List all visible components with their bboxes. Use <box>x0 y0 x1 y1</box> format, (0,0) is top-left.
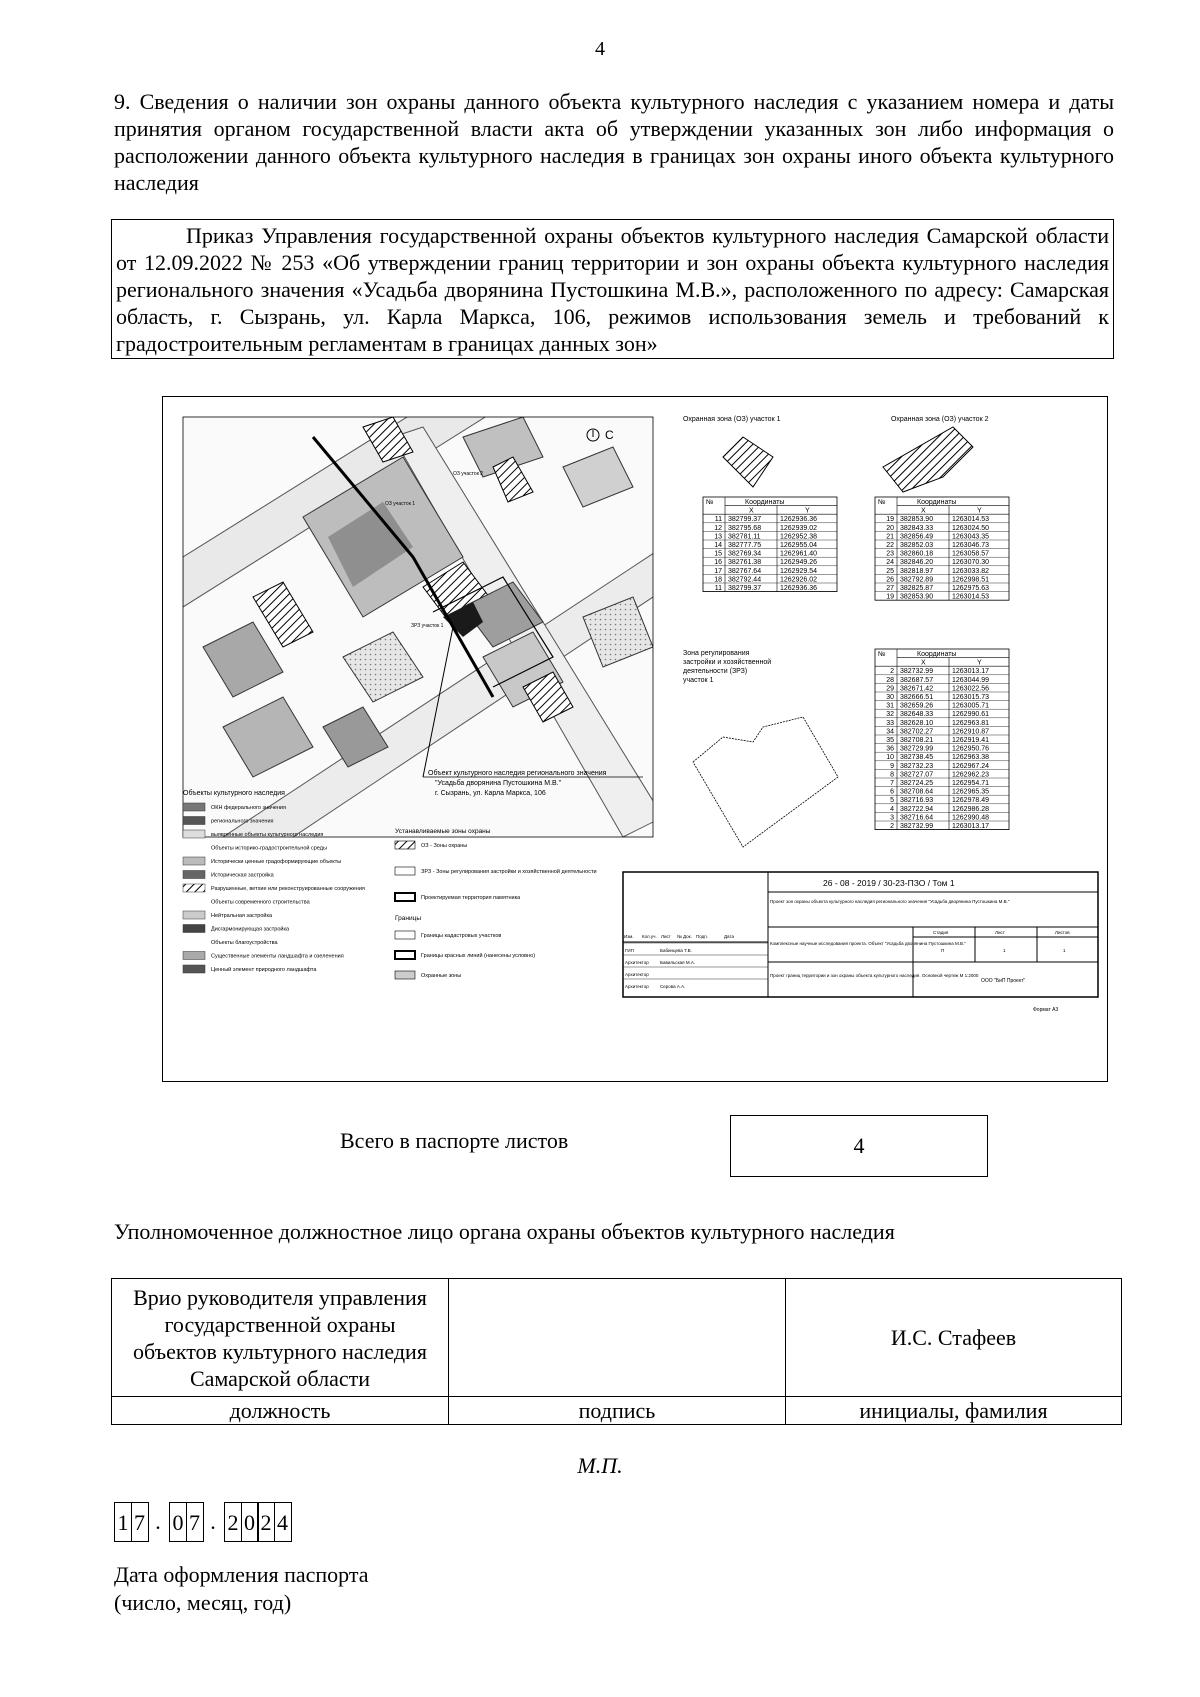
official-heading: Уполномоченное должностное лицо органа охраны объектов культурного наследия <box>114 1219 895 1244</box>
date-caption <box>114 1561 369 1617</box>
zone-swatch <box>395 867 415 875</box>
table3-cell-x: 382648.33 <box>900 711 934 719</box>
stamp-project: Проект зон охраны объекта культурного наследия регионального значения "Усадьба дворянина Пустошкина М.В." <box>770 899 1010 904</box>
stamp-header: Подп. <box>696 934 708 939</box>
label-name: инициалы, фамилия <box>786 1397 1122 1425</box>
borders-title: Границы <box>395 915 421 922</box>
table3-cell-y: 1263015.73 <box>952 694 989 701</box>
table3-cell-no: 30 <box>886 694 894 701</box>
table3-cell-x: 382732.23 <box>900 762 934 770</box>
zone2-title: Охранная зона (ОЗ) участок 2 <box>891 416 989 423</box>
border-item: Границы красных линий (нанесены условно) <box>421 953 536 959</box>
table3-cell-x: 382732.99 <box>900 668 934 676</box>
legend-item: Исторически ценные градоформирующие объекты <box>211 859 342 865</box>
table2-cell-no: 26 <box>886 576 894 584</box>
legend-swatch <box>183 952 205 960</box>
table3-cell-x: 382732.99 <box>900 823 934 830</box>
table3-cell-no: 36 <box>886 745 894 753</box>
position-cell <box>112 1279 449 1397</box>
table2-cell-no: 24 <box>886 559 894 567</box>
table3-cell-x: 382724.25 <box>900 780 934 787</box>
zone3-title-1: Зона регулирования <box>683 650 750 657</box>
zone-swatch <box>395 893 415 901</box>
stamp-org: ООО "БиП Проект" <box>981 978 1026 984</box>
date-year-3: 2 <box>257 1502 275 1542</box>
table1-head-x: X <box>749 507 754 515</box>
table3-cell-y: 1262963.38 <box>952 754 989 762</box>
table1-head-coords: Координаты <box>745 499 785 506</box>
zones-legend <box>395 841 597 901</box>
table3-cell-x: 382687.57 <box>900 676 934 684</box>
stamp-role: ГИП <box>625 948 634 953</box>
table1-cell-no: 15 <box>714 550 722 558</box>
order-box <box>111 219 1114 359</box>
table1-cell-y: 1262926.02 <box>780 576 817 584</box>
table3-cell-no: 10 <box>886 754 894 762</box>
legend-item: Ценный элемент природного ландшафта <box>211 967 317 973</box>
legend-item: регионального значения <box>211 818 274 825</box>
map-svg <box>163 397 1106 1080</box>
date-year-2: 0 <box>241 1502 259 1542</box>
object-callout-2: "Усадьба дворянина Пустошкина М.В." <box>435 780 562 787</box>
table3-cell-x: 382708.21 <box>900 737 934 744</box>
table2-cell-x: 382853.90 <box>900 593 934 601</box>
table2-cell-x: 382825.87 <box>900 585 934 592</box>
stamp-role: Архитектор <box>625 984 649 989</box>
signature-table <box>111 1278 1122 1425</box>
seal-label: М.П. <box>577 1453 623 1478</box>
stamp-header: Лист <box>661 934 671 939</box>
legend-item: Существенные элементы ландшафта и озеленения <box>211 953 344 960</box>
sheets-label: Всего в паспорте листов <box>340 1128 569 1153</box>
table3-cell-x: 382729.99 <box>900 745 934 753</box>
legend-swatch <box>183 925 205 933</box>
stamp-name: Бавильская М.А. <box>660 960 696 965</box>
table1-cell-y: 1262936.36 <box>780 516 817 524</box>
table1-cell-y: 1262955.04 <box>780 542 817 549</box>
table3-cell-y: 1262965.35 <box>952 788 989 796</box>
table1-cell-x: 382767.64 <box>728 567 762 575</box>
table2-cell-x: 382853.90 <box>900 516 934 524</box>
position-line-2: государственной охраны <box>164 1311 396 1337</box>
stamp-role: Архитектор <box>625 972 649 977</box>
table3-cell-x: 382659.26 <box>900 702 934 710</box>
border-swatch <box>395 931 415 939</box>
format-label: Формат А3 <box>1033 1007 1059 1013</box>
table2-cell-y: 1263014.53 <box>952 593 989 601</box>
table3-cell-x: 382708.64 <box>900 788 934 796</box>
legend-item: Объекты благоустройства <box>211 940 278 946</box>
zone1-map-label: ОЗ участок 1 <box>385 501 416 507</box>
table3-head-coords: Координаты <box>917 651 957 658</box>
stamp-stage-value: 1 <box>1003 948 1006 953</box>
stamp-stage-header: Листов <box>1055 930 1070 935</box>
legend-item: Объекты современного строительства <box>211 899 310 906</box>
legend-swatch <box>183 857 205 865</box>
date-year-1: 2 <box>224 1502 242 1542</box>
table3-cell-no: 34 <box>886 728 894 736</box>
table2-cell-no: 25 <box>886 567 894 575</box>
zrz-map-label: ЗРЗ участок 1 <box>411 623 444 629</box>
zone3-title-4: участок 1 <box>683 677 714 684</box>
table2-cell-no: 27 <box>886 585 894 592</box>
table1-cell-no: 11 <box>714 516 722 524</box>
legend-swatch <box>183 911 205 919</box>
date-month-2: 7 <box>186 1502 204 1542</box>
table1-cell-y: 1262936.36 <box>780 585 817 592</box>
coords-table-1 <box>703 497 837 592</box>
table3-cell-y: 1262954.71 <box>952 780 989 787</box>
sheets-count: 4 <box>730 1115 988 1177</box>
zone1-title: Охранная зона (ОЗ) участок 1 <box>683 416 781 423</box>
table3-cell-no: 8 <box>890 771 894 779</box>
table3-cell-x: 382671.42 <box>900 685 934 693</box>
border-item: Границы кадастровых участков <box>421 933 502 939</box>
position-line-3: объектов культурного наследия <box>133 1338 427 1364</box>
coords-table-2 <box>875 497 1009 601</box>
table2-cell-no: 19 <box>886 516 894 524</box>
table1-cell-no: 11 <box>714 585 722 592</box>
date-month-1: 0 <box>169 1502 187 1542</box>
table3-cell-y: 1262919.41 <box>952 737 989 744</box>
table3-cell-y: 1262910.87 <box>952 728 989 736</box>
table3-cell-no: 7 <box>890 780 894 787</box>
table2-cell-y: 1263024.50 <box>952 524 989 532</box>
stamp-name: Бабинцева Т.В. <box>660 948 692 953</box>
table2-cell-x: 382843.33 <box>900 524 934 532</box>
table2-head-no: № <box>878 499 886 506</box>
table1-cell-x: 382761.38 <box>728 559 762 567</box>
stamp-code: 26 - 08 - 2019 / 30-23-ПЗО / Том 1 <box>823 878 955 888</box>
table2-cell-y: 1262975.63 <box>952 585 989 592</box>
issue-date <box>114 1500 290 1542</box>
legend-item: ОКН федерального значения <box>211 805 286 811</box>
border-swatch <box>395 951 415 959</box>
legend-swatch <box>183 871 205 879</box>
table1-head-no: № <box>706 499 714 506</box>
table2-cell-y: 1263046.73 <box>952 542 989 549</box>
date-sep-1: . <box>155 1509 161 1534</box>
table1-cell-no: 14 <box>714 542 722 549</box>
table3-cell-no: 35 <box>886 737 894 744</box>
legend-item: Историческая застройка <box>211 872 274 879</box>
table1-cell-y: 1262949.26 <box>780 559 817 567</box>
table2-cell-x: 382860.18 <box>900 550 934 558</box>
table3-cell-y: 1263044.99 <box>952 676 989 684</box>
table1-cell-x: 382792.44 <box>728 576 762 584</box>
table1-cell-y: 1262929.54 <box>780 567 817 575</box>
zone3-title-2: застройки и хозяйственной <box>683 659 772 666</box>
legend-item: Разрушенные, ветхие или реконструированные сооружения <box>211 886 365 892</box>
table3-cell-y: 1263022.56 <box>952 685 989 693</box>
legend-title: Объекты культурного наследия <box>183 790 285 797</box>
north-label: С <box>605 428 614 442</box>
table3-cell-y: 1262967.24 <box>952 762 989 770</box>
table3-cell-x: 382716.93 <box>900 797 934 805</box>
legend-swatch <box>183 965 205 973</box>
table2-cell-y: 1263058.57 <box>952 550 989 558</box>
table3-head-x: X <box>921 659 926 667</box>
date-year-4: 4 <box>274 1502 292 1542</box>
table1-head-y: Y <box>805 507 810 515</box>
border-item: Охранные зоны <box>421 973 462 979</box>
table1-cell-y: 1262939.02 <box>780 524 817 532</box>
table3-cell-x: 382702.27 <box>900 728 934 736</box>
table2-head-x: X <box>921 507 926 515</box>
table3-cell-no: 32 <box>886 711 894 719</box>
table2-cell-no: 22 <box>886 542 894 549</box>
table3-cell-no: 2 <box>890 823 894 830</box>
table3-cell-x: 382716.64 <box>900 814 934 822</box>
table3-cell-y: 1262986.28 <box>952 805 989 813</box>
signature-cell <box>449 1279 786 1397</box>
coords-table-3 <box>875 649 1009 830</box>
zones-title: Устанавливаемые зоны охраны <box>395 828 491 835</box>
zone-item: Проектируемая территория памятника <box>421 895 521 901</box>
legend-item: выявленные объекты культурного наследия <box>211 832 324 838</box>
zone-swatch <box>395 841 415 849</box>
table2-cell-y: 1262998.51 <box>952 576 989 584</box>
table1-cell-no: 13 <box>714 533 722 541</box>
table1-cell-y: 1262952.38 <box>780 533 817 541</box>
zone-item: ОЗ - Зоны охраны <box>421 843 468 849</box>
table2-cell-y: 1263014.53 <box>952 516 989 524</box>
legend-swatch <box>183 817 205 825</box>
legend-swatch <box>183 803 205 811</box>
zone-item: ЗРЗ - Зоны регулирования застройки и хозяйственной деятельности <box>421 869 597 875</box>
stamp-stage-value: 1 <box>1063 948 1066 953</box>
table3-head-y: Y <box>977 659 982 667</box>
table1-cell-no: 17 <box>714 567 722 575</box>
legend-swatch <box>183 884 205 892</box>
table3-cell-no: 6 <box>890 788 894 796</box>
table3-cell-x: 382727.07 <box>900 771 934 779</box>
date-caption-line-1: Дата оформления паспорта <box>114 1562 369 1587</box>
stamp-name: Серова А.А. <box>660 984 686 989</box>
table3-cell-no: 2 <box>890 668 894 676</box>
table3-cell-y: 1262963.81 <box>952 719 989 727</box>
table3-cell-no: 5 <box>890 797 894 805</box>
label-position: должность <box>112 1397 449 1425</box>
stamp-role: Архитектор <box>625 960 649 965</box>
table3-head-no: № <box>878 651 886 658</box>
table2-cell-x: 382792.89 <box>900 576 934 584</box>
table2-cell-x: 382818.97 <box>900 567 934 575</box>
section-heading: 9. Сведения о наличии зон охраны данного объекта культурного наследия с указанием номера и даты принятия органом государственной власти акта об утверждении указанных зон либо информация о расположении данного объекта культурного наследия в границах зон охраны иного объекта культурного наследия <box>114 89 1114 195</box>
table2-cell-x: 382852.03 <box>900 542 934 549</box>
date-day-2: 7 <box>131 1502 149 1542</box>
table1-cell-x: 382777.75 <box>728 542 762 549</box>
table3-cell-y: 1262990.48 <box>952 814 989 822</box>
table3-cell-no: 31 <box>886 702 894 710</box>
zone2-map-label: ОЗ участок 2 <box>453 471 484 477</box>
border-swatch <box>395 971 415 979</box>
table3-cell-no: 3 <box>890 814 894 822</box>
table3-cell-x: 382628.10 <box>900 719 934 727</box>
table1-cell-x: 382799.37 <box>728 585 762 592</box>
table2-head-y: Y <box>977 507 982 515</box>
table1-cell-x: 382769.34 <box>728 550 762 558</box>
date-day-1: 1 <box>114 1502 132 1542</box>
table1-cell-x: 382799.37 <box>728 516 762 524</box>
stamp-header: № Док. <box>677 934 692 939</box>
table1-cell-x: 382795.68 <box>728 524 762 532</box>
legend-swatch <box>183 830 205 838</box>
position-line-1: Врио руководителя управления <box>133 1284 427 1310</box>
stamp-header: Кол.уч. <box>642 934 657 939</box>
table1-cell-y: 1262961.40 <box>780 550 817 558</box>
table3-cell-y: 1263005.71 <box>952 702 989 710</box>
table3-cell-no: 4 <box>890 805 894 813</box>
stamp-stage-value: П <box>941 948 945 953</box>
table2-cell-no: 20 <box>886 524 894 532</box>
stamp-header: Изм. <box>624 934 634 939</box>
table3-cell-no: 29 <box>886 685 894 693</box>
legend-item: Дисгармонирующая застройка <box>211 926 290 933</box>
table2-head-coords: Координаты <box>917 499 957 506</box>
table3-cell-y: 1262950.76 <box>952 745 989 753</box>
position-line-4: Самарской области <box>189 1365 371 1391</box>
table3-cell-no: 28 <box>886 676 894 684</box>
table3-cell-y: 1262978.49 <box>952 797 989 805</box>
page-number: 4 <box>595 38 605 60</box>
table1-cell-no: 18 <box>714 576 722 584</box>
date-sep-2: . <box>210 1509 216 1534</box>
table3-cell-y: 1262990.61 <box>952 711 989 719</box>
stamp-object: Комплексные научные исследования проекта. Объект "Усадьба дворянина Пустошкина М.В." <box>770 941 966 946</box>
table2-cell-x: 382856.49 <box>900 533 934 541</box>
name-cell: И.С. Стафеев <box>786 1279 1122 1397</box>
table3-cell-y: 1262962.23 <box>952 771 989 779</box>
zone-map-drawing <box>162 396 1108 1082</box>
table2-cell-y: 1263070.30 <box>952 559 989 567</box>
table2-cell-no: 21 <box>886 533 894 541</box>
date-caption-line-2: (число, месяц, год) <box>114 1590 292 1615</box>
stamp-sheet-title: Проект границ территории и зон охраны объекта культурного наследия. Основной чертеж М 1:2000 <box>770 973 979 978</box>
table3-cell-x: 382738.45 <box>900 754 934 762</box>
table2-cell-y: 1263033.82 <box>952 567 989 575</box>
stamp-stage-header: Стадия <box>933 930 949 935</box>
table1-cell-no: 12 <box>714 524 722 532</box>
table2-cell-y: 1263043.35 <box>952 533 989 541</box>
stamp-header: Дата <box>724 934 734 939</box>
table1-cell-no: 16 <box>714 559 722 567</box>
stamp-stage-header: Лист <box>995 930 1005 935</box>
table3-cell-x: 382666.51 <box>900 694 934 701</box>
title-block <box>623 872 1098 997</box>
table1-cell-x: 382781.11 <box>728 533 761 541</box>
table3-cell-x: 382722.94 <box>900 805 934 813</box>
zone3-title-3: деятельности (ЗРЗ) <box>683 668 748 675</box>
legend-item: Объекты историко-градостроительной среды <box>211 845 327 852</box>
table3-cell-y: 1263013.17 <box>952 668 989 676</box>
label-signature: подпись <box>449 1397 786 1425</box>
borders-legend <box>395 931 535 979</box>
legend-item: Нейтральная застройка <box>211 913 273 919</box>
object-callout-3: г. Сызрань, ул. Карла Маркса, 106 <box>435 790 546 797</box>
table3-cell-no: 9 <box>890 762 894 770</box>
table2-cell-no: 23 <box>886 550 894 558</box>
object-callout-1: Объект культурного наследия регионального значения <box>428 770 607 777</box>
order-text: Приказ Управления государственной охраны объектов культурного наследия Самарской области от 12.09.2022 № 253 «Об утверждении границ территории и зон охраны объекта культурного наследия регионального значения «Усадьба дворянина Пустошкина М.В.», расположенного по адресу: Самарская область, г. Сызрань, ул. Карла Маркса, 106, режимов использования земель и требований к градостроительным регламентам в границах данных зон» <box>116 223 1109 356</box>
table3-cell-y: 1263013.17 <box>952 823 989 830</box>
table2-cell-x: 382846.20 <box>900 559 934 567</box>
table3-cell-no: 33 <box>886 719 894 727</box>
table2-cell-no: 19 <box>886 593 894 601</box>
